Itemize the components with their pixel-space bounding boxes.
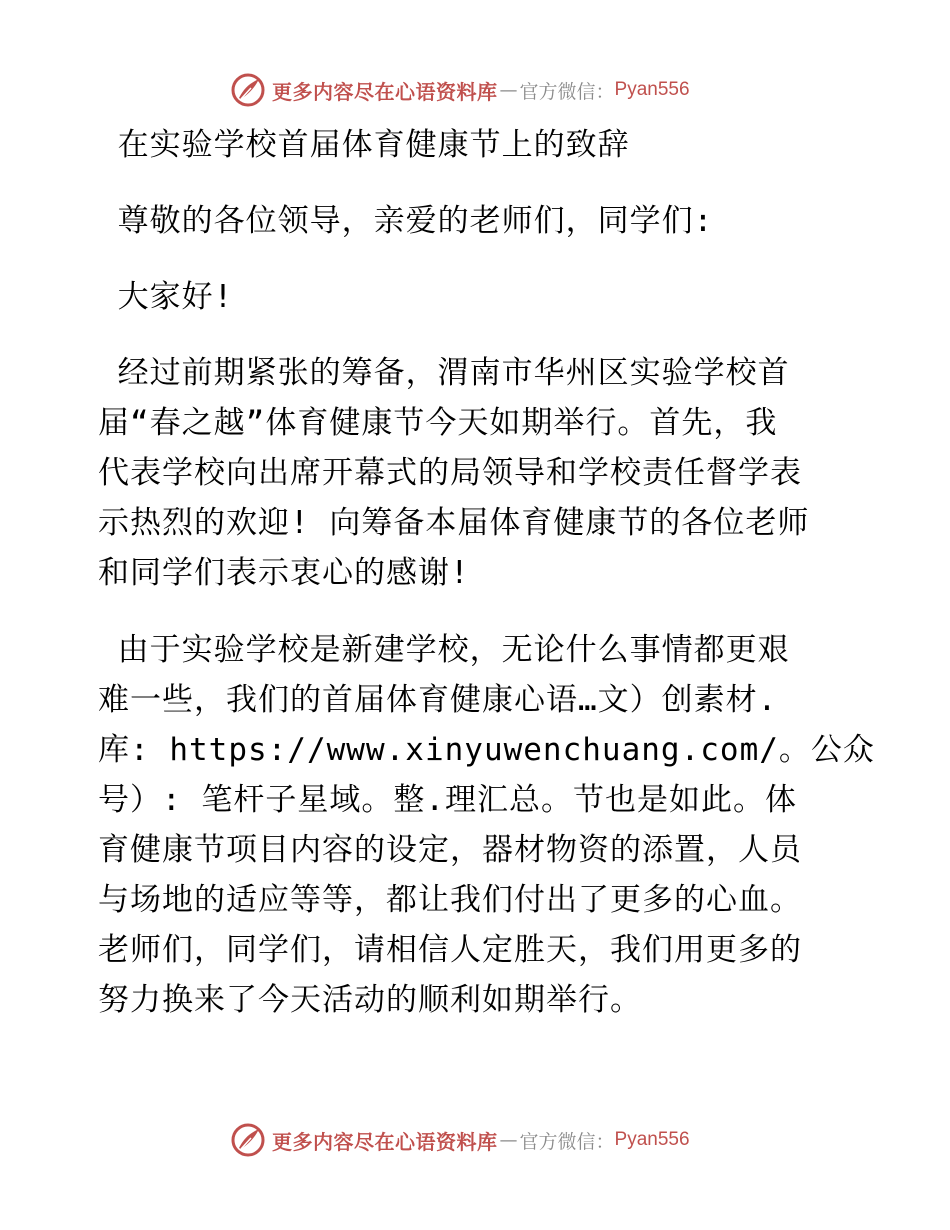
footer-banner <box>230 1120 750 1160</box>
paragraph-line: 号）: 笔杆子星域。整.理汇总。节也是如此。体 <box>98 782 797 818</box>
footer-banner-dash: — <box>499 1129 518 1151</box>
footer-banner-wechat-id: Pyan556 <box>614 1129 690 1150</box>
paragraph-line: 届“春之越”体育健康节今天如期举行。首先，我 <box>98 405 778 441</box>
header-banner-dash: — <box>499 79 518 101</box>
header-banner-title: 更多内容尽在心语资料库 <box>272 79 498 104</box>
paragraph-line: 与场地的适应等等，都让我们付出了更多的心血。 <box>98 882 802 918</box>
paragraph-line: 经过前期紧张的筹备，渭南市华州区实验学校首 <box>98 355 790 391</box>
header-banner-wechat-id: Pyan556 <box>614 79 690 100</box>
header-banner-wechat-label: 官方微信： <box>519 80 615 103</box>
paragraph-line: 和同学们表示衷心的感谢! <box>98 555 470 591</box>
paragraph-line: 老师们，同学们，请相信人定胜天，我们用更多的 <box>98 932 802 968</box>
quill-pen-logo-icon <box>230 72 266 108</box>
document-body <box>98 120 875 1025</box>
greeting: 大家好! <box>98 279 234 315</box>
paragraph-line: 示热烈的欢迎! 向筹备本届体育健康节的各位老师 <box>98 505 810 541</box>
paragraph-1 <box>98 348 858 598</box>
salutation: 尊敬的各位领导，亲爱的老师们，同学们: <box>98 203 714 239</box>
paragraph-line: 育健康节项目内容的设定，器材物资的添置，人员 <box>98 832 802 868</box>
paragraph-line: 难一些，我们的首届体育健康心语…文）创素材. <box>98 682 778 718</box>
footer-banner-title: 更多内容尽在心语资料库 <box>272 1129 498 1154</box>
footer-banner-wechat-label: 官方微信： <box>519 1130 615 1153</box>
paragraph-2 <box>98 625 875 1025</box>
document-title: 在实验学校首届体育健康节上的致辞 <box>98 127 630 163</box>
paragraph-line: 努力换来了今天活动的顺利如期举行。 <box>98 982 642 1018</box>
paragraph-line: 代表学校向出席开幕式的局领导和学校责任督学表 <box>98 455 802 491</box>
paragraph-line: 库: https://www.xinyuwenchuang.com/。公众 <box>98 732 875 768</box>
header-banner <box>230 70 750 110</box>
quill-pen-logo-icon <box>230 1122 266 1158</box>
paragraph-line: 由于实验学校是新建学校，无论什么事情都更艰 <box>98 632 790 668</box>
